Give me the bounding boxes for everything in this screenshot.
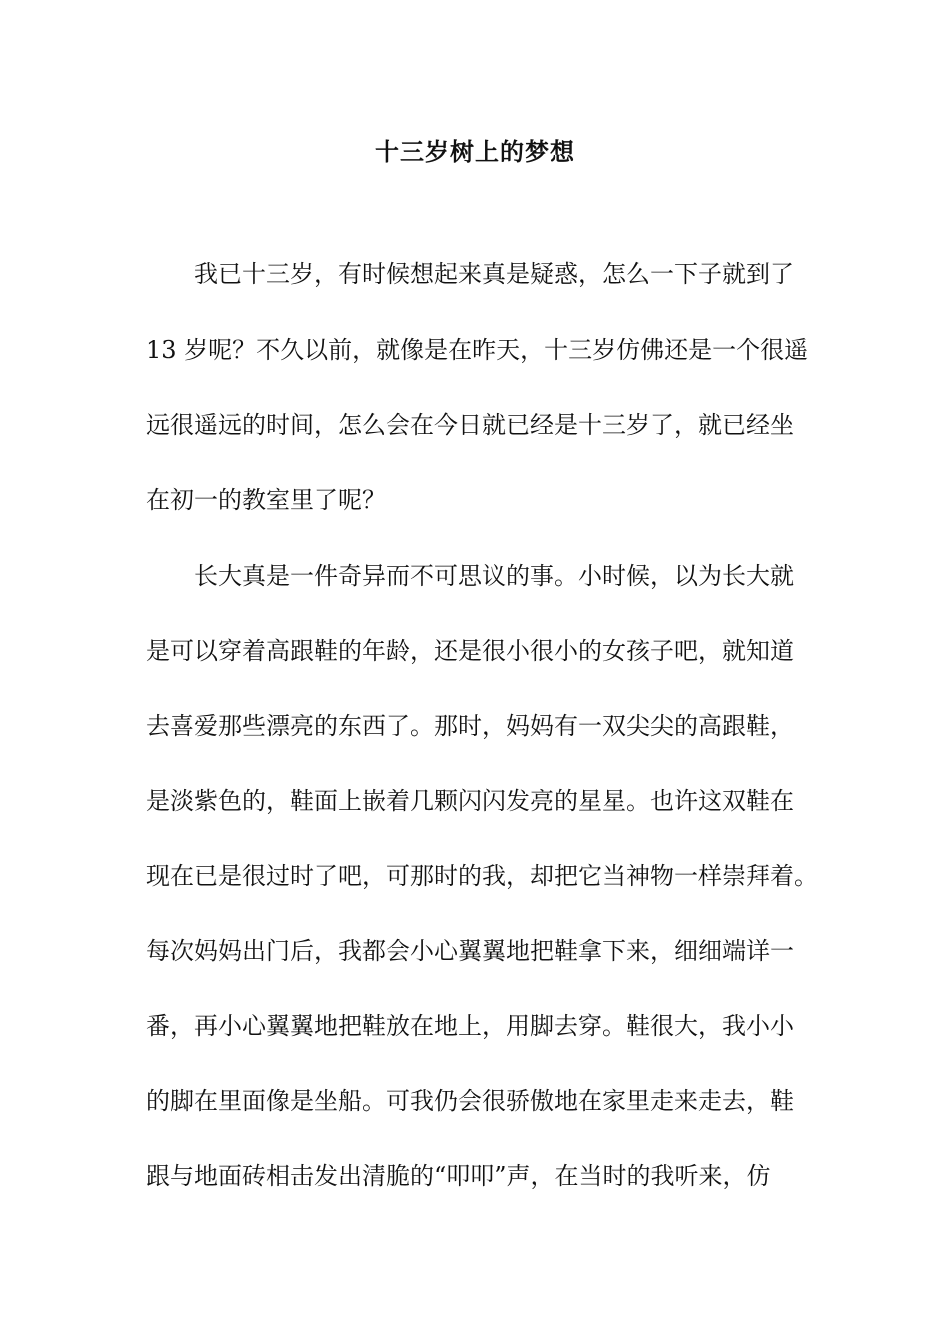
text-line: 去喜爱那些漂亮的东西了。那时，妈妈有一双尖尖的高跟鞋， (146, 712, 794, 740)
text-line: 在初一的教室里了呢？ (146, 486, 386, 514)
text-line: 番，再小心翼翼地把鞋放在地上，用脚去穿。鞋很大，我小小 (146, 1012, 794, 1040)
text-line: 是淡紫色的，鞋面上嵌着几颗闪闪发亮的星星。也许这双鞋在 (146, 787, 794, 815)
text-line: 长大真是一件奇异而不可思议的事。小时候，以为长大就 (194, 562, 794, 590)
text-line: 跟与地面砖相击发出清脆的“叩叩”声，在当时的我听来，仿 (146, 1162, 771, 1190)
text-line: 13 岁呢？不久以前，就像是在昨天，十三岁仿佛还是一个很遥 (146, 336, 809, 364)
text-line: 远很遥远的时间，怎么会在今日就已经是十三岁了，就已经坐 (146, 411, 794, 439)
text-line: 现在已是很过时了吧，可那时的我，却把它当神物一样崇拜着。 (146, 862, 818, 890)
document-title: 十三岁树上的梦想 (375, 137, 575, 166)
text-line: 是可以穿着高跟鞋的年龄，还是很小很小的女孩子吧，就知道 (146, 637, 794, 665)
text-line: 的脚在里面像是坐船。可我仍会很骄傲地在家里走来走去，鞋 (146, 1087, 794, 1115)
text-line: 我已十三岁，有时候想起来真是疑惑，怎么一下子就到了 (194, 260, 794, 288)
text-line: 每次妈妈出门后，我都会小心翼翼地把鞋拿下来，细细端详一 (146, 937, 794, 965)
